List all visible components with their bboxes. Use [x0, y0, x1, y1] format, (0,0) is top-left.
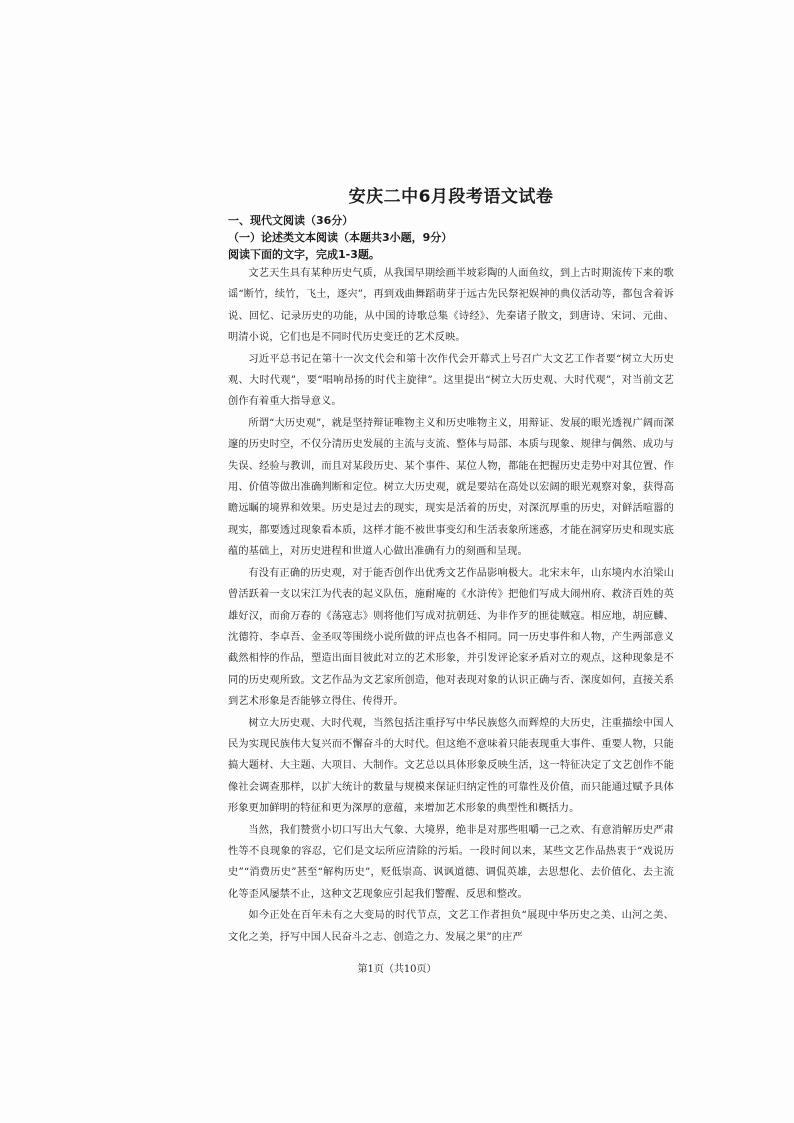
section-heading: 一、现代文阅读（36分） [228, 214, 354, 227]
paragraph-6: 当然，我们赞赏小切口写出大气象、大境界，绝非是对那些咀嚼一己之欢、有意消解历史严肃性等不良现象的容忍，它们是文坛所应清除的污垢。一段时间以来，某些文艺作品热衷于“戏说历史”“消费历史”甚至“解构历史”，贬低崇高、讽讽道德、调侃英雄，去思想化、去价值化、去主流化等歪风屡禁不止，这种文艺现象应引起我们警醒、反思和整改。 [228, 824, 674, 900]
page-title: 安庆二中6月段考语文试卷 [348, 187, 554, 207]
paragraph-7: 如今正处在百年未有之大变局的时代节点，文艺工作者担负“展现中华历史之美、山河之美、文化之美，抒写中国人民奋斗之志、创造之力、发展之果”的庄严 [228, 910, 674, 943]
paragraph-2: 习近平总书记在第十一次文代会和第十次作代会开幕式上号召广大文艺工作者要“树立大历史观、大时代观”，要“唱响昂扬的时代主旋律”。这里提出“树立大历史观、大时代观”，对当前文艺创作有着重大指导意义。 [228, 353, 674, 408]
paragraph-3: 所谓“大历史观”，就是坚持辩证唯物主义和历史唯物主义，用辩证、发展的眼光透视广阔而深邃的历史时空，不仅分清历史发展的主流与支流、整体与局部、本质与现象、规律与偶然、成功与失误、经验与教训，而且对某段历史、某个事件、某位人物，都能在把握历史走势中对其位置、作用、价值等做出准确判断和定位。树立大历史观，就是要站在高处以宏阔的眼光观察对象，获得高瞻远瞩的境界和效果。历史是过去的现实，现实是活着的历史，对深沉厚重的历史，对鲜活喧嚣的现实，都要透过现象看本质，这样才能不被世事变幻和生活表象所迷惑，才能在洞穿历史和现实底蕴的基础上，对历史进程和世道人心做出准确有力的刻画和呈现。 [228, 417, 674, 558]
reading-instruction: 阅读下面的文字，完成1-3题。 [228, 248, 380, 261]
page-content [228, 184, 674, 948]
paragraph-5: 树立大历史观、大时代观，当然包括注重抒写中华民族悠久而辉煌的大历史，注重描绘中国人民为实现民族伟大复兴而不懈奋斗的大时代。但这绝不意味着只能表现重大事件、重要人物，只能搞大题材、大主题、大项目、大制作。文艺总以具体形象反映生活，这一特征决定了文艺创作不能像社会调查那样，以扩大统计的数量与规模来保证归纳定性的可靠性及价值，而只能通过赋予具体形象更加鲜明的特征和更为深厚的意蕴，来增加艺术形象的典型性和概括力。 [228, 717, 674, 815]
paragraph-4: 有没有正确的历史观，对于能否创作出优秀文艺作品影响极大。北宋末年，山东境内水泊梁山曾活跃着一支以宋江为代表的起义队伍，施耐庵的《水浒传》把他们写成大闹州府、救济百姓的英雄好汉，而俞万春的《荡寇志》则将他们写成对抗朝廷、为非作歹的匪徒贼寇。相应地，胡应麟、沈德符、李卓吾、金圣叹等围绕小说所做的评点也各不相同。同一历史事件和人物，产生两部意义截然相悖的作品，塑造出面目彼此对立的艺术形象，并引发评论家矛盾对立的观点，这种现象是不同的历史观所致。文艺作品为文艺家所创造，他对表现对象的认识正确与否、深度如何，直接关系到艺术形象是否能够立得住、传得开。 [228, 567, 674, 708]
paragraph-1: 文艺天生具有某种历史气质，从我国早期绘画半坡彩陶的人面鱼纹，到上古时期流传下来的歌谣“断竹，续竹，飞土，逐宍”，再到戏曲舞蹈萌芽于远古先民祭祀娱神的典仪活动等，都包含着诉说、回忆、记录历史的功能，从中国的诗歌总集《诗经》、先秦诸子散文，到唐诗、宋词、元曲、明清小说，它们也是不同时代历史变迁的艺术反映。 [228, 268, 674, 344]
page-footer: 第1页（共10页） [357, 964, 437, 975]
subsection-heading: （一）论述类文本阅读（本题共3小题，9分） [228, 231, 453, 244]
